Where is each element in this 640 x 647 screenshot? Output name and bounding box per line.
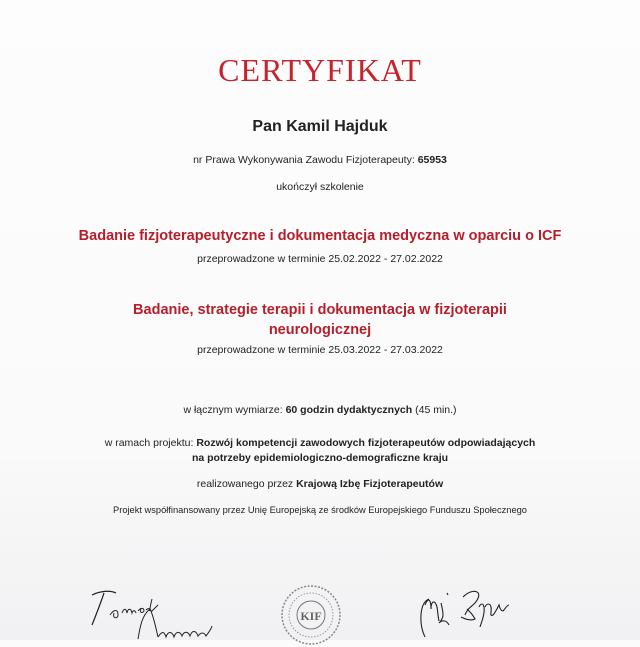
signature-left-icon: [80, 585, 240, 640]
project-line2: [0, 451, 640, 466]
organizer-line: [0, 478, 640, 490]
license-line: [0, 154, 640, 166]
kif-seal-icon: [279, 583, 343, 647]
course-title-2-line2: neurologicznej: [268, 322, 372, 338]
project-line1: [0, 436, 640, 451]
course-title-2-line1: Badanie, strategie terapii i dokumentacja w fizjoterapii: [133, 302, 507, 318]
hours-value: 60 godzin dydaktycznych: [285, 404, 413, 416]
license-label: nr Prawa Wykonywania Zawodu Fizjoterapeuty:: [193, 154, 415, 166]
license-number: 65953: [417, 154, 447, 166]
project-block: [0, 436, 640, 466]
course-date-2: przeprowadzone w terminie 25.03.2022 - 27.03.2022: [197, 344, 443, 356]
svg-text:KIF: KIF: [300, 609, 322, 623]
hours-prefix: w łącznym wymiarze:: [183, 404, 283, 416]
project-name-line1: Rozwój kompetencji zawodowych fizjoterapeutów odpowiadających: [196, 437, 536, 449]
certificate-title: CERTYFIKAT: [218, 52, 422, 88]
project-prefix: w ramach projektu:: [104, 437, 194, 449]
recipient-name: Pan Kamil Hajduk: [252, 118, 388, 135]
course-title-1: Badanie fizjoterapeutyczne i dokumentacja medyczna w oparciu o ICF: [78, 228, 562, 244]
course-title-2: [0, 300, 640, 340]
organizer-prefix: realizowanego przez: [196, 478, 294, 490]
funding-note: Projekt współfinansowany przez Unię Europejską ze środków Europejskiego Funduszu Społecznego: [113, 505, 527, 515]
hours-suffix: (45 min.): [415, 404, 457, 416]
course-date-1: przeprowadzone w terminie 25.02.2022 - 27.02.2022: [197, 253, 443, 265]
project-name-line2: na potrzeby epidemiologiczno-demograficzne kraju: [191, 452, 449, 464]
hours-line: [0, 404, 640, 416]
completed-text: ukończył szkolenie: [276, 181, 364, 193]
signature-right-icon: [415, 585, 555, 640]
organizer-name: Krajową Izbę Fizjoterapeutów: [296, 478, 444, 490]
